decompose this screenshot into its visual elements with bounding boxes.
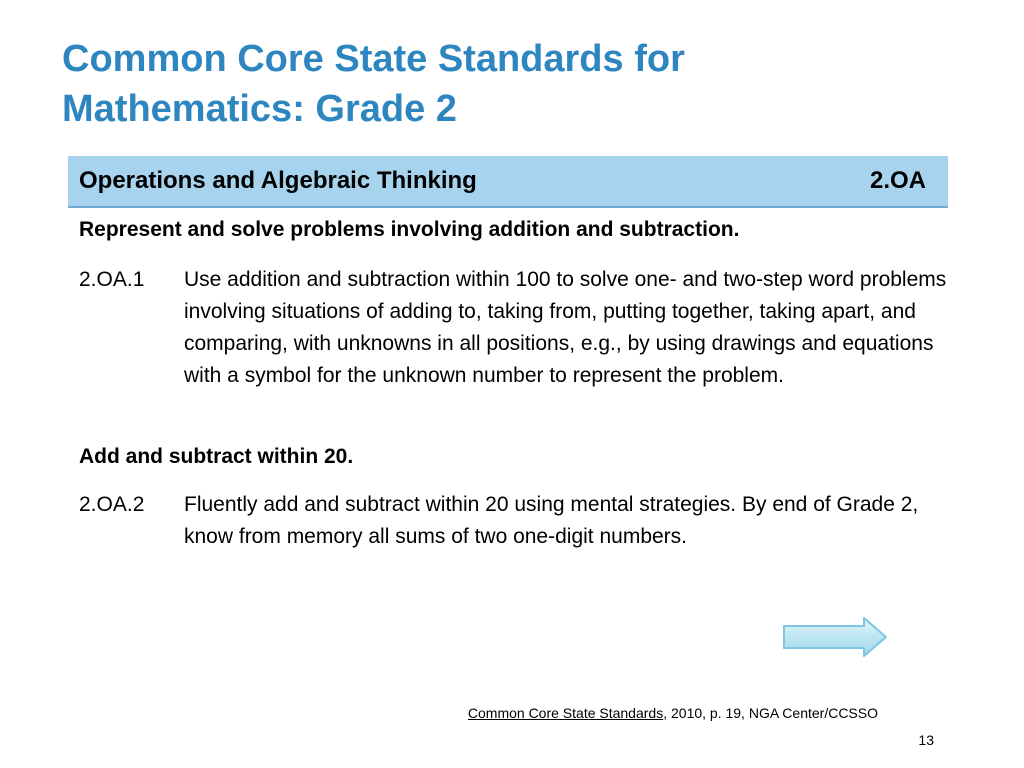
cluster-heading: Represent and solve problems involving addition and subtraction. xyxy=(79,218,740,241)
citation-detail: , 2010, p. 19, NGA Center/CCSSO xyxy=(663,705,878,721)
citation-link[interactable]: Common Core State Standards xyxy=(467,705,664,721)
standard-text: Use addition and subtraction within 100 to solve one- and two-step word problems involving situations of adding to, taking from, putting together, taking apart, and comparing, with unknowns in all positions, e.g., by using drawings and equations with a symbol for the unknown number to represent the problem. xyxy=(184,268,947,387)
standard-text: Fluently add and subtract within 20 using mental strategies. By end of Grade 2, know from memory all sums of two one-digit numbers. xyxy=(184,493,919,548)
citation xyxy=(468,705,878,721)
domain-header-bar xyxy=(68,156,948,208)
page-number: 13 xyxy=(918,732,934,748)
standard-code: 2.OA.2 xyxy=(79,493,145,516)
cluster-heading: Add and subtract within 20. xyxy=(79,445,354,468)
domain-name: Operations and Algebraic Thinking xyxy=(79,167,477,194)
slide-title: Common Core State Standards for Mathematics: Grade 2 xyxy=(62,38,685,130)
domain-code: 2.OA xyxy=(869,167,926,194)
standard-code: 2.OA.1 xyxy=(79,268,145,291)
next-slide-button[interactable] xyxy=(780,614,892,662)
right-arrow-icon xyxy=(784,618,886,656)
